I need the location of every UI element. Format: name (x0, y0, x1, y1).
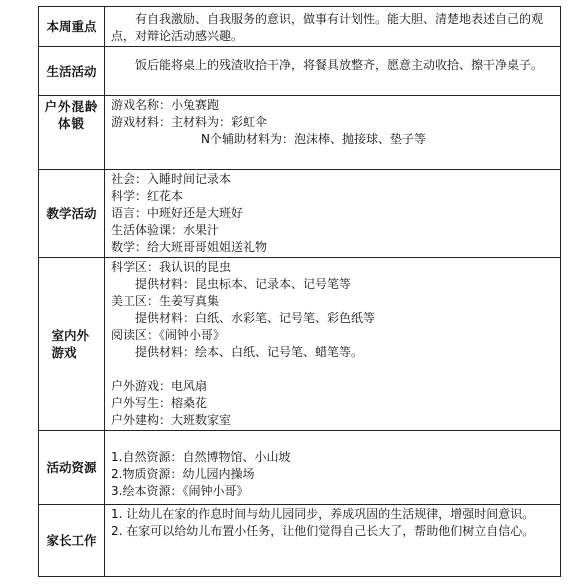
label-indoor (39, 258, 105, 431)
art-area: 美工区：生姜写真集 (111, 294, 220, 308)
content-indoor (105, 258, 561, 431)
label-outdoor-text: 户外混龄体锻 (44, 99, 99, 131)
resource-item: 3.绘本资源：《闹钟小哥》 (111, 484, 249, 498)
focus-text: 有自我激励、自我服务的意识，做事有计划性。能大胆、清楚地表述自己的观点，对辩论活动感兴趣。 (111, 12, 544, 43)
label-parents: 家长工作 (39, 505, 105, 577)
science-area: 科学区：我认识的昆虫 (111, 260, 232, 274)
parents-item-1: 1. 让幼儿在家的作息时间与幼儿园同步，养成巩固的生活规律，增强时间意识。 (111, 507, 535, 521)
row-indoor (39, 258, 561, 431)
art-materials: 提供材料：白纸、水彩笔、记号笔、彩色纸等 (135, 311, 376, 325)
outdoor-build: 户外建构：大班数家室 (111, 413, 232, 427)
row-focus (39, 7, 561, 47)
label-teaching: 教学活动 (39, 170, 105, 258)
content-parents (105, 505, 561, 577)
outdoor-game-material: 游戏材料：主材料为：彩虹伞 (111, 115, 268, 129)
label-resources: 活动资源 (39, 431, 105, 505)
content-life (105, 47, 561, 96)
label-indoor-text: 室内外游戏 (51, 328, 90, 360)
teaching-item: 数学：给大班哥哥姐姐送礼物 (111, 240, 268, 254)
label-focus: 本周重点 (39, 7, 105, 47)
row-teaching (39, 170, 561, 258)
outdoor-game-name: 游戏名称：小兔赛跑 (111, 98, 220, 112)
teaching-item: 社会：入睡时间记录本 (111, 172, 232, 186)
parents-item-2: 2. 在家可以给幼儿布置小任务，让他们觉得自己长大了，帮助他们树立自信心。 (111, 524, 535, 538)
row-parents (39, 505, 561, 577)
life-text: 饭后能将桌上的残渣收拾干净，将餐具放整齐，愿意主动收拾、擦干净桌子。 (135, 58, 544, 72)
science-materials: 提供材料：昆虫标本、记录本、记号笔等 (135, 277, 352, 291)
row-resources (39, 431, 561, 505)
content-focus (105, 7, 561, 47)
weekly-plan-table (38, 6, 561, 577)
teaching-item: 科学：红花本 (111, 189, 184, 203)
label-outdoor (39, 96, 105, 170)
teaching-item: 生活体验课：水果汁 (111, 223, 220, 237)
content-teaching (105, 170, 561, 258)
outdoor-game: 户外游戏：电风扇 (111, 379, 208, 393)
outdoor-aux-material: N个辅助材料为：泡沫棒、抛接球、垫子等 (201, 132, 426, 146)
reading-area: 阅读区：《闹钟小哥》 (111, 328, 226, 342)
content-outdoor (105, 96, 561, 170)
resource-item: 2.物质资源：幼儿园内操场 (111, 467, 255, 481)
row-life (39, 47, 561, 96)
teaching-item: 语言：中班好还是大班好 (111, 206, 244, 220)
reading-materials: 提供材料：绘本、白纸、记号笔、蜡笔等。 (135, 345, 364, 359)
outdoor-sketch: 户外写生：榕桑花 (111, 396, 208, 410)
row-outdoor (39, 96, 561, 170)
resource-item: 1.自然资源：自然博物馆、小山坡 (111, 450, 291, 464)
content-resources (105, 431, 561, 505)
label-life: 生活活动 (39, 47, 105, 96)
spacer (111, 361, 554, 378)
